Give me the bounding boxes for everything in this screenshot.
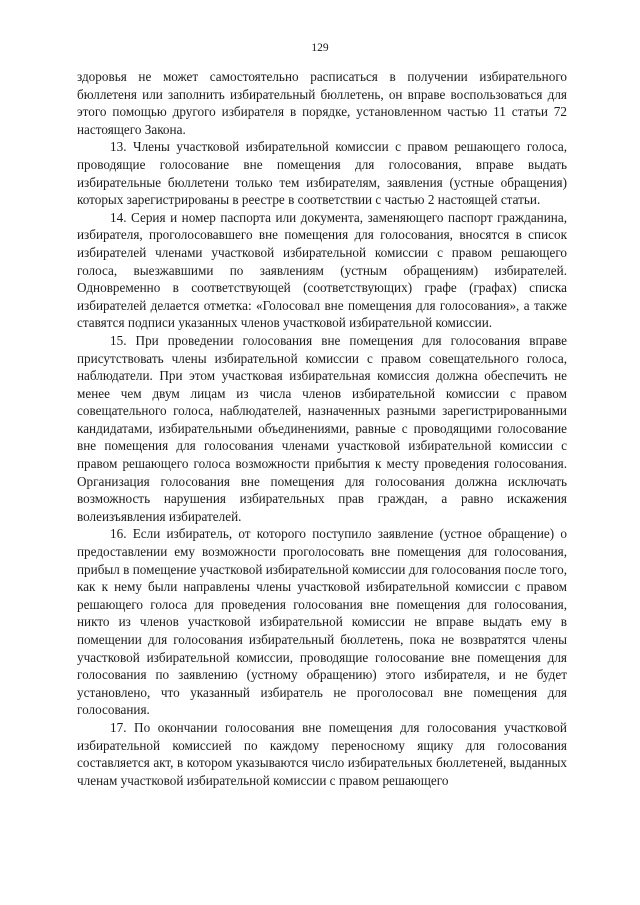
document-body: [77, 68, 567, 789]
paragraph-14: 14. Серия и номер паспорта или документа, заменяющего паспорт гражданина, избирателя, проголосовавшего вне помещения для голосования, вносятся в список избирателей членами участковой избирательной комиссии с правом решающего голоса, выезжавшими по заявлениям (устным обращениям) избирателей. Одновременно в соответствующей (соответствующих) графе (графах) списка избирателей делается отметка: «Голосовал вне помещения для голосования», а также ставятся подписи указанных членов участковой избирательной комиссии.: [77, 209, 567, 331]
page-number: 129: [311, 42, 329, 54]
paragraph-13: 13. Члены участковой избирательной комиссии с правом решающего голоса, проводящие голосование вне помещения для голосования, вправе выдать избирательные бюллетени только тем избирателям, заявления (устные обращения) которых зарегистрированы в реестре в соответствии с частью 2 настоящей статьи.: [77, 139, 567, 208]
paragraph-16: 16. Если избиратель, от которого поступило заявление (устное обращение) о предоставлении ему возможности проголосовать вне помещения для голосования, прибыл в помещение участковой избирательной комиссии для голосования после того, как к нему были направлены члены участковой избирательной комиссии с правом решающего голоса для проведения голосования вне помещения для голосования, никто из членов участковой избирательной комиссии не вправе выдать ему в помещении для голосования избирательный бюллетень, пока не возвратятся члены участковой избирательной комиссии, проводящие голосование вне помещения для голосования по заявлению (устному обращению) этого избирателя, и не будет установлено, что указанный избиратель не проголосовал вне помещения для голосования.: [77, 526, 567, 718]
paragraph-17: 17. По окончании голосования вне помещения для голосования участковой избирательной комиссией по каждому переносному ящику для голосования составляется акт, в котором указываются число избирательных бюллетеней, выданных членам участковой избирательной комиссии с правом решающего: [77, 719, 567, 788]
paragraph-continuation: здоровья не может самостоятельно расписаться в получении избирательного бюллетеня или заполнить избирательный бюллетень, он вправе воспользоваться для этого помощью другого избирателя в порядке, установленном частью 11 статьи 72 настоящего Закона.: [77, 69, 567, 137]
paragraph-15: 15. При проведении голосования вне помещения для голосования вправе присутствовать члены избирательной комиссии с правом совещательного голоса, наблюдатели. При этом участковая избирательная комиссия должна обеспечить не менее чем двум лицам из числа членов избирательной комиссии с правом совещательного голоса, наблюдателей, назначенных разными зарегистрированными кандидатами, избирательными объединениями, равные с проводящими голосование вне помещения для голосования членами участковой избирательной комиссии с правом решающего голоса возможности прибытия к месту проведения голосования. Организация голосования вне помещения для голосования должна исключать возможность нарушения избирательных прав граждан, а равно искажения волеизъявления избирателей.: [77, 332, 567, 524]
